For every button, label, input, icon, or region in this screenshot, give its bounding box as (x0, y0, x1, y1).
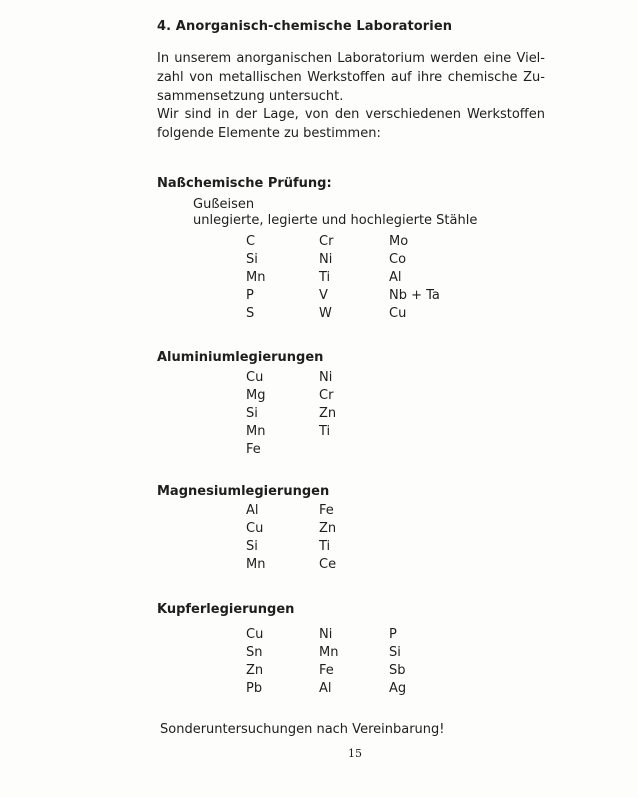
element: Al (389, 270, 402, 285)
element: V (319, 288, 328, 303)
element: Cu (246, 370, 264, 385)
capability-line-1: Wir sind in der Lage, von den verschiedenen Werkstoffen (157, 107, 545, 122)
intro-paragraph (157, 49, 545, 106)
capability-paragraph (157, 105, 545, 143)
element: Fe (246, 442, 261, 457)
element: Ag (389, 681, 407, 696)
element: P (389, 627, 397, 642)
element: Si (246, 539, 258, 554)
special-tests-note: Sonderuntersuchungen nach Vereinbarung! (160, 722, 445, 737)
wet-chemical-elements (246, 233, 449, 323)
element: Si (246, 406, 258, 421)
element: Zn (319, 406, 337, 421)
intro-line-3: sammensetzung untersucht. (157, 89, 344, 104)
element: Cu (389, 306, 407, 321)
element: Ni (319, 627, 333, 642)
page-number: 15 (348, 747, 362, 760)
element: Cr (319, 388, 334, 403)
element: Mn (246, 270, 266, 285)
aluminium-elements (246, 369, 389, 459)
copper-alloys-title: Kupferlegierungen (157, 602, 295, 617)
element: Ni (319, 252, 333, 267)
element: Mo (389, 234, 409, 249)
element: W (319, 306, 332, 321)
element: Al (319, 681, 332, 696)
element: Cu (246, 521, 264, 536)
element: Fe (319, 503, 334, 518)
wet-chemical-title: Naßchemische Prüfung: (157, 176, 332, 191)
element: Co (389, 252, 407, 267)
element: Sb (389, 663, 406, 678)
element: C (246, 234, 256, 249)
element: Ni (319, 370, 333, 385)
element: Fe (319, 663, 334, 678)
element (319, 441, 389, 459)
element: S (246, 306, 255, 321)
magnesium-alloys-title: Magnesiumlegierungen (157, 484, 330, 499)
aluminium-alloys-title: Aluminiumlegierungen (157, 350, 324, 365)
element: Mn (246, 557, 266, 572)
copper-elements (246, 626, 449, 698)
element: Mg (246, 388, 266, 403)
element: Pb (246, 681, 263, 696)
element: Sn (246, 645, 263, 660)
element: P (246, 288, 254, 303)
element: Zn (246, 663, 264, 678)
element: Al (246, 503, 259, 518)
element: Mn (246, 424, 266, 439)
element: Zn (319, 521, 337, 536)
element: Ti (319, 424, 331, 439)
element: Ti (319, 539, 331, 554)
element: Cu (246, 627, 264, 642)
capability-line-2: folgende Elemente zu bestimmen: (157, 126, 381, 141)
intro-line-1: In unserem anorganischen Laboratorium werden eine Viel- (157, 51, 545, 66)
intro-line-2: zahl von metallischen Werkstoffen auf ihre chemische Zu- (157, 70, 545, 85)
element: Si (246, 252, 258, 267)
element: Mn (319, 645, 339, 660)
steels-label: unlegierte, legierte und hochlegierte Stähle (193, 213, 478, 228)
element: Si (389, 645, 401, 660)
element: Ce (319, 557, 337, 572)
element: Ti (319, 270, 331, 285)
magnesium-elements (246, 502, 389, 574)
cast-iron-label: Gußeisen (193, 197, 255, 212)
section-heading: 4. Anorganisch-chemische Laboratorien (157, 19, 453, 34)
element: Nb + Ta (389, 288, 440, 303)
element: Cr (319, 234, 334, 249)
